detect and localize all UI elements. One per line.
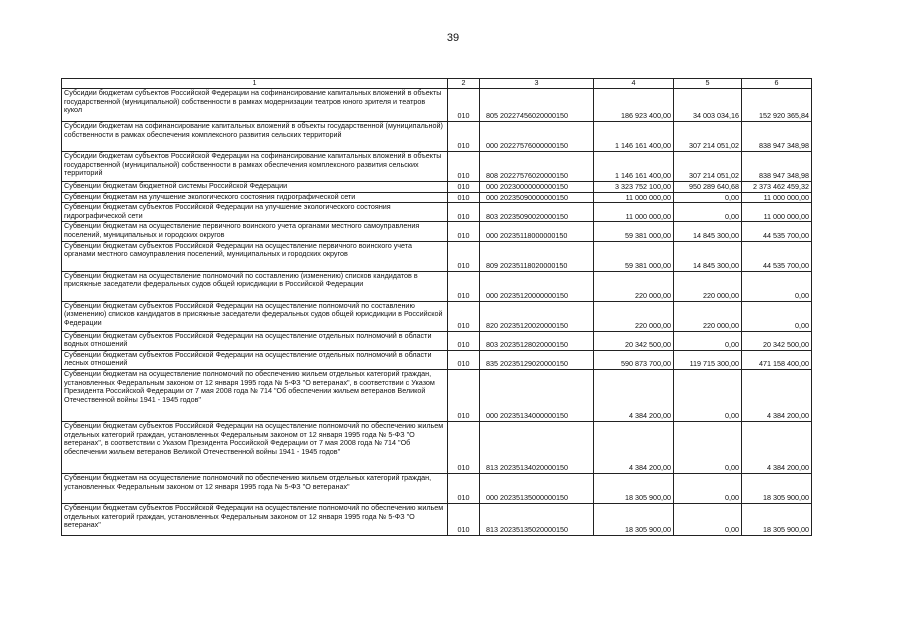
table-row bbox=[62, 89, 812, 122]
row-line-code: 010 bbox=[448, 152, 480, 182]
row-approved-amount: 1 146 161 400,00 bbox=[594, 152, 674, 182]
row-unexecuted-amount: 20 342 500,00 bbox=[742, 331, 812, 350]
header-col-2: 2 bbox=[448, 79, 480, 89]
row-executed-amount: 307 214 051,02 bbox=[674, 152, 742, 182]
row-budget-code: 835 20235129020000150 bbox=[480, 350, 594, 369]
row-unexecuted-amount: 4 384 200,00 bbox=[742, 369, 812, 421]
row-unexecuted-amount: 0,00 bbox=[742, 271, 812, 301]
table-row bbox=[62, 271, 812, 301]
table-row bbox=[62, 331, 812, 350]
row-unexecuted-amount: 11 000 000,00 bbox=[742, 203, 812, 222]
row-unexecuted-amount: 18 305 900,00 bbox=[742, 473, 812, 503]
row-approved-amount: 59 381 000,00 bbox=[594, 241, 674, 271]
table-row bbox=[62, 152, 812, 182]
row-description: Субвенции бюджетам на улучшение экологического состояния гидрографической сети bbox=[62, 192, 448, 203]
row-executed-amount: 14 845 300,00 bbox=[674, 222, 742, 241]
table-row bbox=[62, 203, 812, 222]
row-executed-amount: 0,00 bbox=[674, 473, 742, 503]
row-budget-code: 805 20227456020000150 bbox=[480, 89, 594, 122]
row-budget-code: 808 20227576020000150 bbox=[480, 152, 594, 182]
row-line-code: 010 bbox=[448, 473, 480, 503]
row-unexecuted-amount: 44 535 700,00 bbox=[742, 241, 812, 271]
row-budget-code: 000 20235090000000150 bbox=[480, 192, 594, 203]
row-line-code: 010 bbox=[448, 241, 480, 271]
row-executed-amount: 220 000,00 bbox=[674, 271, 742, 301]
table-row bbox=[62, 222, 812, 241]
row-description: Субвенции бюджетам субъектов Российской Федерации на улучшение экологического состояния гидрографической сети bbox=[62, 203, 448, 222]
row-line-code: 010 bbox=[448, 182, 480, 193]
row-line-code: 010 bbox=[448, 192, 480, 203]
table-row bbox=[62, 473, 812, 503]
table-row bbox=[62, 182, 812, 193]
row-unexecuted-amount: 44 535 700,00 bbox=[742, 222, 812, 241]
row-description: Субвенции бюджетам субъектов Российской Федерации на осуществление отдельных полномочий в области лесных отношений bbox=[62, 350, 448, 369]
header-col-3: 3 bbox=[480, 79, 594, 89]
row-description: Субвенции бюджетам на осуществление первичного воинского учета органами местного самоуправления поселений, муниципальных и городских округов bbox=[62, 222, 448, 241]
row-budget-code: 000 20230000000000150 bbox=[480, 182, 594, 193]
row-description: Субсидии бюджетам на софинансирование капитальных вложений в объекты государственной (муниципальной) собственности в рамках обеспечения комплексного развития сельских территорий bbox=[62, 122, 448, 152]
table-row bbox=[62, 192, 812, 203]
table-row bbox=[62, 122, 812, 152]
row-approved-amount: 220 000,00 bbox=[594, 271, 674, 301]
row-budget-code: 000 20235134000000150 bbox=[480, 369, 594, 421]
row-line-code: 010 bbox=[448, 271, 480, 301]
row-line-code: 010 bbox=[448, 301, 480, 331]
row-description: Субвенции бюджетам субъектов Российской Федерации на осуществление первичного воинского учета органами местного самоуправления поселений, муниципальных и городских округов bbox=[62, 241, 448, 271]
row-approved-amount: 220 000,00 bbox=[594, 301, 674, 331]
row-executed-amount: 0,00 bbox=[674, 369, 742, 421]
row-budget-code: 000 20227576000000150 bbox=[480, 122, 594, 152]
row-line-code: 010 bbox=[448, 203, 480, 222]
row-line-code: 010 bbox=[448, 331, 480, 350]
row-executed-amount: 34 003 034,16 bbox=[674, 89, 742, 122]
table-row bbox=[62, 421, 812, 473]
table-row bbox=[62, 301, 812, 331]
row-description: Субсидии бюджетам субъектов Российской Федерации на софинансирование капитальных вложений в объекты государственной (муниципальной) собственности в рамках обеспечения комплексного развития сельских территорий bbox=[62, 152, 448, 182]
page-number: 39 bbox=[446, 32, 460, 44]
row-budget-code: 813 20235134020000150 bbox=[480, 421, 594, 473]
row-unexecuted-amount: 471 158 400,00 bbox=[742, 350, 812, 369]
row-budget-code: 000 20235135000000150 bbox=[480, 473, 594, 503]
row-approved-amount: 4 384 200,00 bbox=[594, 421, 674, 473]
row-approved-amount: 590 873 700,00 bbox=[594, 350, 674, 369]
row-budget-code: 000 20235118000000150 bbox=[480, 222, 594, 241]
row-description: Субвенции бюджетам субъектов Российской Федерации на осуществление отдельных полномочий в области водных отношений bbox=[62, 331, 448, 350]
row-executed-amount: 307 214 051,02 bbox=[674, 122, 742, 152]
row-executed-amount: 220 000,00 bbox=[674, 301, 742, 331]
table-row bbox=[62, 350, 812, 369]
header-col-5: 5 bbox=[674, 79, 742, 89]
row-budget-code: 000 20235120000000150 bbox=[480, 271, 594, 301]
row-approved-amount: 18 305 900,00 bbox=[594, 473, 674, 503]
table-header-row bbox=[62, 79, 812, 89]
row-line-code: 010 bbox=[448, 503, 480, 535]
row-unexecuted-amount: 838 947 348,98 bbox=[742, 122, 812, 152]
row-approved-amount: 11 000 000,00 bbox=[594, 203, 674, 222]
row-executed-amount: 119 715 300,00 bbox=[674, 350, 742, 369]
row-executed-amount: 950 289 640,68 bbox=[674, 182, 742, 193]
row-description: Субвенции бюджетам на осуществление полномочий по обеспечению жильем отдельных категорий граждан, установленных Федеральным законом от 12 января 1995 года № 5-ФЗ "О ветеранах" bbox=[62, 473, 448, 503]
table-row bbox=[62, 503, 812, 535]
row-approved-amount: 11 000 000,00 bbox=[594, 192, 674, 203]
row-description: Субсидии бюджетам субъектов Российской Федерации на софинансирование капитальных вложений в объекты государственной (муниципальной) собственности в рамках модернизации театров юного зрителя и театров кукол bbox=[62, 89, 448, 122]
row-line-code: 010 bbox=[448, 369, 480, 421]
row-budget-code: 803 20235090020000150 bbox=[480, 203, 594, 222]
row-executed-amount: 0,00 bbox=[674, 421, 742, 473]
row-description: Субвенции бюджетам на осуществление полномочий по обеспечению жильем отдельных категорий граждан, установленных Федеральным законом от 12 января 1995 года № 5-ФЗ "О ветеранах", в соответствии с Указом Президента Российской Федерации от 7 мая 2008 года № 714 "Об обеспечении жильем ветеранов Великой Отечественной войны 1941 - 1945 годов" bbox=[62, 369, 448, 421]
row-executed-amount: 0,00 bbox=[674, 331, 742, 350]
row-unexecuted-amount: 4 384 200,00 bbox=[742, 421, 812, 473]
row-unexecuted-amount: 0,00 bbox=[742, 301, 812, 331]
row-description: Субвенции бюджетам на осуществление полномочий по составлению (изменению) списков кандидатов в присяжные заседатели федеральных судов общей юрисдикции в Российской Федерации bbox=[62, 271, 448, 301]
row-line-code: 010 bbox=[448, 122, 480, 152]
row-description: Субвенции бюджетам бюджетной системы Российской Федерации bbox=[62, 182, 448, 193]
row-approved-amount: 18 305 900,00 bbox=[594, 503, 674, 535]
header-col-4: 4 bbox=[594, 79, 674, 89]
row-approved-amount: 186 923 400,00 bbox=[594, 89, 674, 122]
row-line-code: 010 bbox=[448, 350, 480, 369]
row-budget-code: 803 20235128020000150 bbox=[480, 331, 594, 350]
row-line-code: 010 bbox=[448, 421, 480, 473]
row-budget-code: 820 20235120020000150 bbox=[480, 301, 594, 331]
row-approved-amount: 1 146 161 400,00 bbox=[594, 122, 674, 152]
row-description: Субвенции бюджетам субъектов Российской Федерации на осуществление полномочий по обеспечению жильем отдельных категорий граждан, установленных Федеральным законом от 12 января 1995 года № 5-ФЗ "О ветеранах", в соответствии с Указом Президента Российской Федерации от 7 мая 2008 года № 714 "Об обеспечении жильем ветеранов Великой Отечественной войны 1941 - 1945 годов" bbox=[62, 421, 448, 473]
row-unexecuted-amount: 838 947 348,98 bbox=[742, 152, 812, 182]
header-col-1: 1 bbox=[62, 79, 448, 89]
row-executed-amount: 0,00 bbox=[674, 503, 742, 535]
row-unexecuted-amount: 18 305 900,00 bbox=[742, 503, 812, 535]
row-executed-amount: 0,00 bbox=[674, 192, 742, 203]
row-executed-amount: 0,00 bbox=[674, 203, 742, 222]
row-description: Субвенции бюджетам субъектов Российской Федерации на осуществление полномочий по составлению (изменению) списков кандидатов в присяжные заседатели федеральных судов общей юрисдикции в Российской Федерации bbox=[62, 301, 448, 331]
table-row bbox=[62, 241, 812, 271]
table-row bbox=[62, 369, 812, 421]
row-unexecuted-amount: 2 373 462 459,32 bbox=[742, 182, 812, 193]
row-budget-code: 813 20235135020000150 bbox=[480, 503, 594, 535]
row-approved-amount: 59 381 000,00 bbox=[594, 222, 674, 241]
row-approved-amount: 3 323 752 100,00 bbox=[594, 182, 674, 193]
row-executed-amount: 14 845 300,00 bbox=[674, 241, 742, 271]
row-approved-amount: 4 384 200,00 bbox=[594, 369, 674, 421]
header-col-6: 6 bbox=[742, 79, 812, 89]
row-line-code: 010 bbox=[448, 222, 480, 241]
row-approved-amount: 20 342 500,00 bbox=[594, 331, 674, 350]
row-budget-code: 809 20235118020000150 bbox=[480, 241, 594, 271]
row-line-code: 010 bbox=[448, 89, 480, 122]
row-unexecuted-amount: 152 920 365,84 bbox=[742, 89, 812, 122]
row-unexecuted-amount: 11 000 000,00 bbox=[742, 192, 812, 203]
row-description: Субвенции бюджетам субъектов Российской Федерации на осуществление полномочий по обеспечению жильем отдельных категорий граждан, установленных Федеральным законом от 12 января 1995 года № 5-ФЗ "О ветеранах" bbox=[62, 503, 448, 535]
budget-table bbox=[61, 78, 812, 536]
